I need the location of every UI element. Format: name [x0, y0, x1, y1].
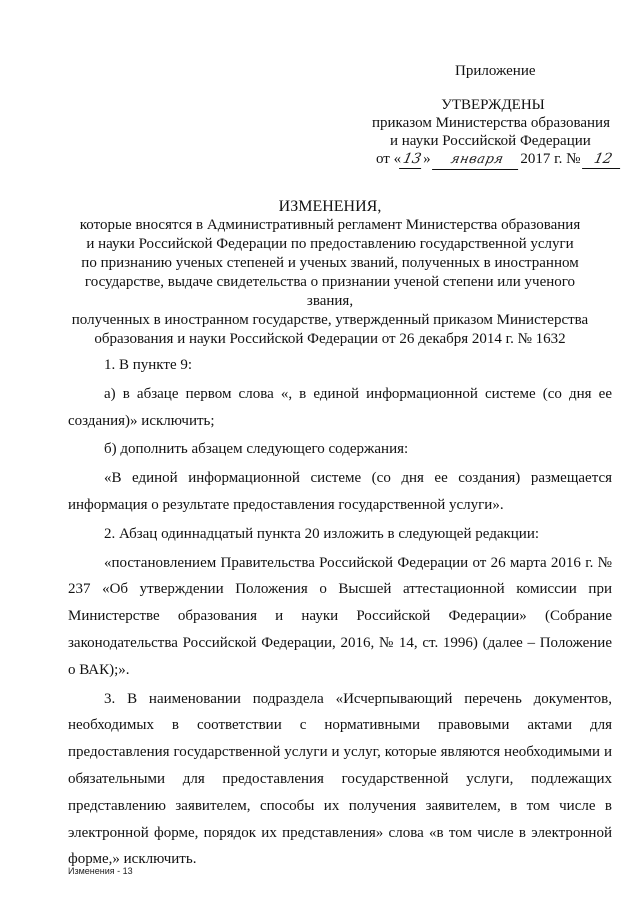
heading-line: образования и науки Российской Федерации от 26 декабря 2014 г. № 1632 [94, 331, 566, 347]
document-body [68, 352, 612, 873]
paragraph: «постановлением Правительства Российской Федерации от 26 марта 2016 г. № 237 «Об утверждении Положения о Высшей аттестационной комиссии при Министерстве образования и науки Российской Федерации» (Собрание законодательства Российской Федерации, 2016, № 14, ст. 1996) (далее – Положение о ВАК);». [68, 554, 612, 678]
page-footer: Изменения - 13 [68, 866, 133, 876]
heading-line: по признанию ученых степеней и ученых званий, полученных в иностранном [81, 255, 579, 271]
handwritten-day: 13 [399, 150, 425, 169]
handwritten-month: января [432, 151, 522, 170]
heading-line: и науки Российской Федерации по предоставлению государственной услуги [86, 236, 574, 252]
approval-block [368, 96, 618, 170]
handwritten-order-number: 12 [582, 150, 624, 169]
document-heading [60, 197, 600, 349]
heading-line: государстве, выдаче свидетельства о признании ученой степени или ученого звания, [84, 274, 576, 309]
heading-line: которые вносятся в Административный регламент Министерства образования [79, 217, 581, 233]
appendix-label: Приложение [455, 63, 536, 79]
paragraph: 1. В пункте 9: [104, 357, 193, 373]
approved-heading: УТВЕРЖДЕНЫ [441, 97, 545, 113]
approval-line-2: и науки Российской Федерации [390, 133, 591, 149]
date-prefix: от « [376, 151, 402, 167]
date-mid: » [423, 151, 431, 167]
paragraph: 2. Абзац одиннадцатый пункта 20 изложить в следующей редакции: [104, 525, 540, 542]
heading-line: полученных в иностранном государстве, утвержденный приказом Министерства [71, 312, 589, 328]
paragraph: «В единой информационной системе (со дня ее создания) размещается информация о результате предоставления государственной услуги». [68, 470, 612, 513]
approval-line-1: приказом Министерства образования [372, 115, 610, 131]
paragraph: 3. В наименовании подраздела «Исчерпывающий перечень документов, необходимых в соответствии с нормативными правовыми актами для предоставления государственной услуги и услуг, которые являются необходимыми и обязательными для предоставления государственной услуги, подлежащих представлению заявителем, способы их получения заявителем, в том числе в электронной форме, порядок их представления» слова «в том числе в электронной форме,» исключить. [68, 690, 612, 868]
paragraph: а) в абзаце первом слова «, в единой информационной системе (со дня ее создания)» исключить; [68, 385, 612, 429]
paragraph: б) дополнить абзацем следующего содержания: [104, 441, 409, 458]
heading-title: ИЗМЕНЕНИЯ, [278, 198, 382, 215]
approval-date-line [368, 150, 618, 170]
date-year: 2017 г. № [520, 151, 581, 167]
